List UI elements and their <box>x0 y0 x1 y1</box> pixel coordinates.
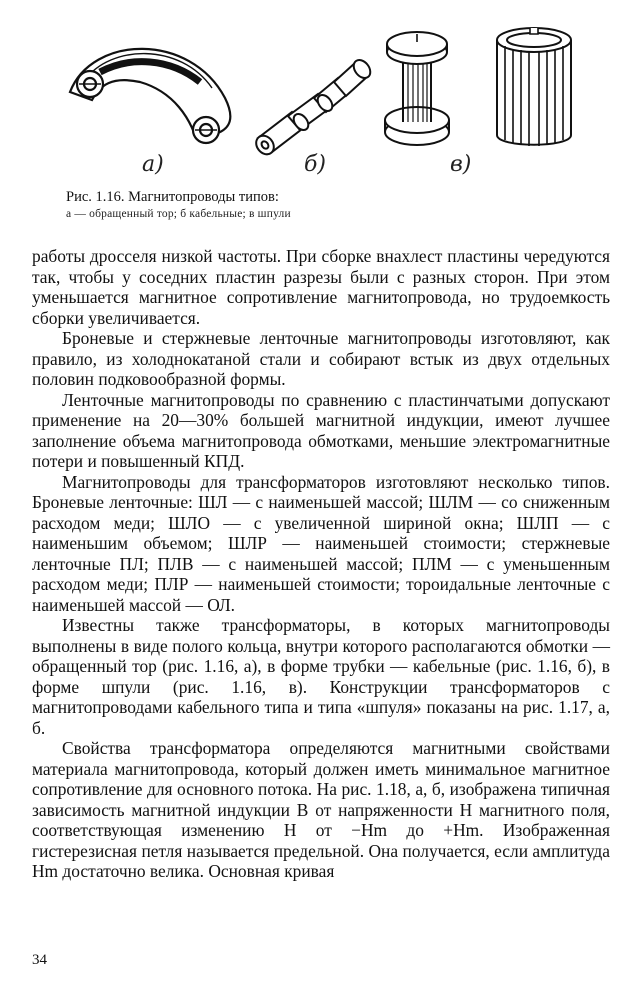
paragraph-2: Броневые и стержневые ленточные магнитопроводы изготовляют, как правило, из холоднокатаной стали и собирают встык из двух отдельных половин подковообразной формы. <box>32 328 610 389</box>
spool-core-drawing <box>385 32 449 145</box>
split-cylinder-drawing <box>497 28 571 146</box>
paragraph-4: Магнитопроводы для трансформаторов изготовляют несколько типов. Броневые ленточные: ШЛ — с наименьшей массой; ШЛМ — со сниженным расходом меди; ШЛО — с увеличенной шириной окна; ШЛП — с наименьшим объемом; ШЛР — наименьшей стоимости; стержневые ленточные ПЛ; ПЛВ — с наименьшей массой; ПЛМ — с уменьшенным расходом меди; ПЛР — наименьшей стоимости; тороидальные ленточные с наименьшей массой — ОЛ. <box>32 471 610 615</box>
paragraph-1: работы дросселя низкой частоты. При сборке внахлест пластины чередуются так, чтобы у соседних пластин разрезы были с разных сторон. При этом уменьшается магнитное сопротивление магнитопровода, но трудоемкость сборки увеличивается. <box>32 246 610 328</box>
paragraph-6: Свойства трансформатора определяются магнитными свойствами материала магнитопровода, который должен иметь минимальное магнитное сопротивление для основного потока. На рис. 1.18, а, б, изображена типичная зависимость магнитной индукции B от напряженности H магнитного поля, соответствующая изменению H от −Hm до +Hm. Изображенная гистерезисная петля называется предельной. Она получается, если амплитуда Hm достаточно велика. Основная кривая <box>32 738 610 881</box>
figure-caption-legend: а — обращенный тор; б кабельные; в шпули <box>66 208 291 220</box>
cable-core-drawing <box>253 57 374 158</box>
figure-caption-title: Рис. 1.16. Магнитопроводы типов: <box>66 189 279 205</box>
figure-label-a: а) <box>142 152 164 177</box>
page-number: 34 <box>32 952 47 968</box>
paragraph-5: Известны также трансформаторы, в которых магнитопроводы выполнены в виде полого кольца, внутри которого располагаются обмотки — обращенный тор (рис. 1.16, а), в форме трубки — кабельные (рис. 1.16, б), в форме шпули (рис. 1.16, в). Конструкции трансформаторов с магнитопроводами кабельного типа и типа «шпуля» показаны на рис. 1.17, а, б. <box>32 615 610 738</box>
body-text <box>32 246 610 882</box>
figure-1-16 <box>0 0 640 232</box>
figure-label-c: в) <box>450 152 472 177</box>
figure-label-b: б) <box>304 152 327 177</box>
paragraph-3: Ленточные магнитопроводы по сравнению с пластинчатыми допускают применение на 20—30% большей магнитной индукции, имеют лучшее заполнение объема магнитопровода обмотками, меньшие электромагнитные потери и повышенный КПД. <box>32 389 610 471</box>
inverted-torus-drawing <box>70 49 230 143</box>
